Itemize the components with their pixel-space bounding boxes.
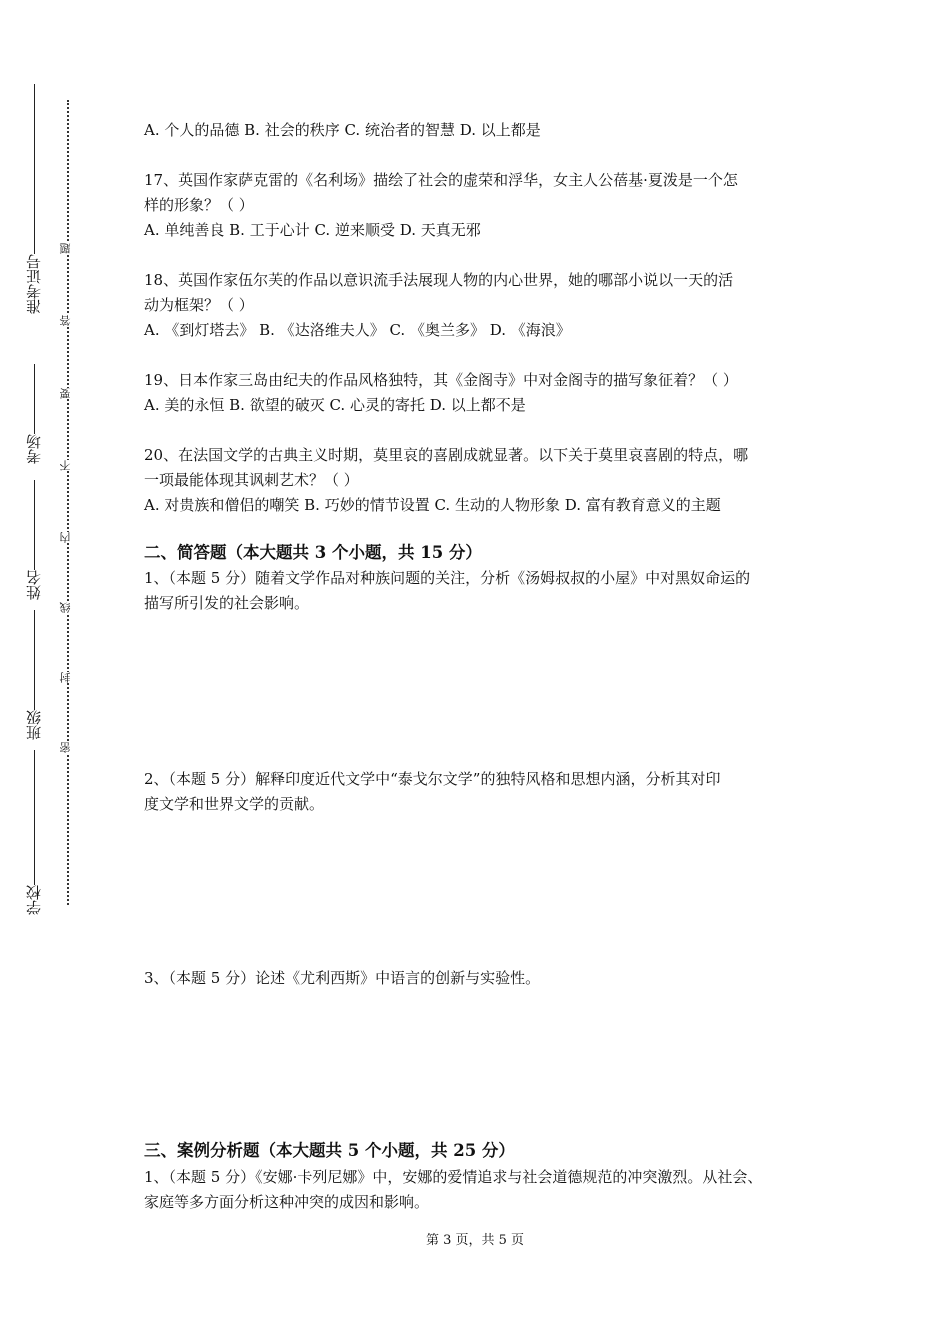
q20-text-line2: 一项最能体现其讽刺艺术？（ ） bbox=[144, 471, 359, 489]
q20-options: A. 对贵族和僧侣的嘲笑 B. 巧妙的情节设置 C. 生动的人物形象 D. 富有教育意义的主题 bbox=[144, 496, 721, 514]
s3-q1-line2: 家庭等多方面分析这种冲突的成因和影响。 bbox=[144, 1193, 430, 1211]
seal-char-nei: 内 bbox=[60, 532, 76, 543]
s2-q2-line1: 2、（本题 5 分）解释印度近代文学中“泰戈尔文学”的独特风格和思想内涵，分析其对印 bbox=[144, 770, 721, 788]
exam-number-field bbox=[14, 84, 54, 364]
seal-char-yao: 要 bbox=[60, 388, 76, 399]
s3-q1-line1: 1、（本题 5 分）《安娜·卡列尼娜》中，安娜的爱情追求与社会道德规范的冲突激烈。从社会、 bbox=[144, 1168, 763, 1186]
seal-char-xian: 线 bbox=[60, 602, 76, 613]
class-label: 班级 bbox=[25, 710, 43, 740]
seal-dotted-line bbox=[67, 100, 69, 905]
section2-heading: 二、简答题（本大题共 3 个小题，共 15 分） bbox=[144, 543, 482, 562]
q17-text-line1: 17、英国作家萨克雷的《名利场》描绘了社会的虚荣和浮华，女主人公蓓基·夏泼是一个怎 bbox=[144, 171, 738, 189]
name-field bbox=[14, 480, 54, 610]
q17-text-line2: 样的形象？（ ） bbox=[144, 196, 254, 214]
s2-q2-line2: 度文学和世界文学的贡献。 bbox=[144, 795, 325, 813]
school-label: 学校 bbox=[25, 885, 43, 915]
exam-number-label: 准考证号 bbox=[25, 254, 43, 314]
exam-room-label: 考场 bbox=[25, 434, 43, 464]
q19-options: A. 美的永恒 B. 欲望的破灭 C. 心灵的寄托 D. 以上都不是 bbox=[144, 396, 526, 414]
exam-room-field bbox=[14, 364, 54, 480]
name-label: 姓名 bbox=[25, 570, 43, 600]
q19-text-line1: 19、日本作家三岛由纪夫的作品风格独特，其《金阁寺》中对金阁寺的描写象征着？（ ） bbox=[144, 371, 738, 389]
seal-char-bu: 不 bbox=[60, 460, 76, 471]
s2-q1-line2: 描写所引发的社会影响。 bbox=[144, 594, 310, 612]
page-footer: 第 3 页，共 5 页 bbox=[425, 1233, 525, 1248]
class-field bbox=[14, 610, 54, 750]
q17-options: A. 单纯善良 B. 工于心计 C. 逆来顺受 D. 天真无邪 bbox=[144, 221, 481, 239]
q18-text-line2: 动为框架？（ ） bbox=[144, 296, 254, 314]
q18-options: A. 《到灯塔去》 B. 《达洛维夫人》 C. 《奥兰多》 D. 《海浪》 bbox=[144, 321, 571, 339]
s2-q3-line1: 3、（本题 5 分）论述《尤利西斯》中语言的创新与实验性。 bbox=[144, 969, 541, 987]
q16-options: A. 个人的品德 B. 社会的秩序 C. 统治者的智慧 D. 以上都是 bbox=[144, 121, 541, 139]
s2-q1-line1: 1、（本题 5 分）随着文学作品对种族问题的关注，分析《汤姆叔叔的小屋》中对黑奴命运的 bbox=[144, 569, 751, 587]
seal-char-mi: 密 bbox=[60, 742, 76, 753]
seal-char-da: 答 bbox=[60, 315, 76, 326]
section3-heading: 三、案例分析题（本大题共 5 个小题，共 25 分） bbox=[144, 1141, 515, 1160]
seal-char-ti: 题 bbox=[60, 243, 76, 254]
q20-text-line1: 20、在法国文学的古典主义时期，莫里哀的喜剧成就显著。以下关于莫里哀喜剧的特点，哪 bbox=[144, 446, 749, 464]
seal-char-feng: 封 bbox=[60, 672, 76, 683]
q18-text-line1: 18、英国作家伍尔芙的作品以意识流手法展现人物的内心世界，她的哪部小说以一天的活 bbox=[144, 271, 734, 289]
school-field bbox=[14, 750, 54, 925]
